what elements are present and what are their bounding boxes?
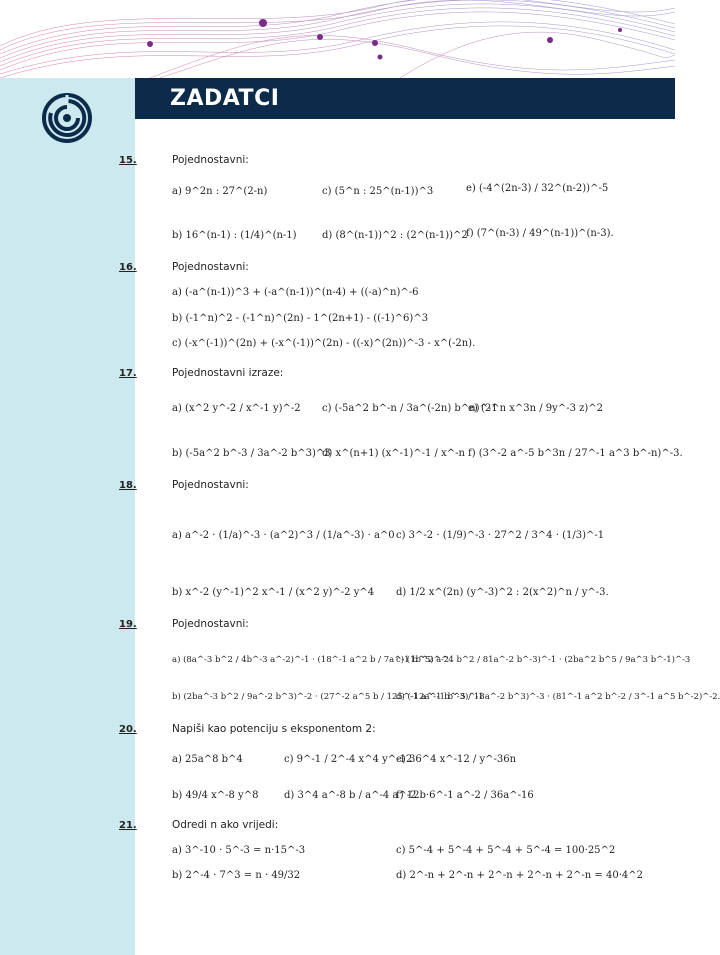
task-16-c: c) (-x^(-1))^(2n) + (-x^(-1))^(2n) - ((-x)^(2n))^-3 - x^(-2n). xyxy=(172,338,476,349)
task-number-15: 15. xyxy=(119,155,137,166)
task-number-19: 19. xyxy=(119,619,137,630)
task-17-f: f) (3^-2 a^-5 b^3n / 27^-1 a^3 b^-n)^-3. xyxy=(468,448,683,459)
task-number-21: 21. xyxy=(119,820,137,831)
task-17-a: a) (x^2 y^-2 / x^-1 y)^-2 xyxy=(172,403,301,414)
task-number-18: 18. xyxy=(119,480,137,491)
sidebar-strip xyxy=(0,78,135,955)
task-20-c: c) 9^-1 / 2^-4 x^4 y^-12 xyxy=(284,754,413,765)
task-number-20: 20. xyxy=(119,724,137,735)
header-banner-pattern xyxy=(0,0,675,78)
task-17-instruction: Pojednostavni izraze: xyxy=(172,367,284,379)
task-18-b: b) x^-2 (y^-1)^2 x^-1 / (x^2 y)^-2 y^4 xyxy=(172,587,375,598)
task-number-16: 16. xyxy=(119,262,137,273)
task-15-e: e) (-4^(2n-3) / 32^(n-2))^-5 xyxy=(466,183,609,194)
task-15-d: d) (8^(n-1))^2 : (2^(n-1))^2 xyxy=(322,230,468,241)
task-17-b: b) (-5a^2 b^-3 / 3a^-2 b^3)^3 xyxy=(172,448,331,459)
task-15-f: f) (7^(n-3) / 49^(n-1))^(n-3). xyxy=(466,228,614,239)
task-15-a: a) 9^2n : 27^(2-n) xyxy=(172,186,268,197)
task-19-instruction: Pojednostavni: xyxy=(172,618,249,630)
task-21-c: c) 5^-4 + 5^-4 + 5^-4 + 5^-4 = 100·25^2 xyxy=(396,845,616,856)
task-21-d: d) 2^-n + 2^-n + 2^-n + 2^-n + 2^-n = 40·4^2 xyxy=(396,870,643,881)
page-title: ZADATCI xyxy=(170,86,280,111)
maze-icon xyxy=(42,93,92,143)
task-number-17: 17. xyxy=(119,368,137,379)
task-20-f: f) 12b·6^-1 a^-2 / 36a^-16 xyxy=(396,790,534,801)
task-15-b: b) 16^(n-1) : (1/4)^(n-1) xyxy=(172,230,297,241)
task-18-d: d) 1/2 x^(2n) (y^-3)^2 : 2(x^2)^n / y^-3. xyxy=(396,587,609,598)
task-18-instruction: Pojednostavni: xyxy=(172,479,249,491)
task-20-d: d) 3^4 a^-8 b / a^-4 a^-2 xyxy=(284,790,417,801)
task-21-a: a) 3^-10 · 5^-3 = n·15^-3 xyxy=(172,845,306,856)
task-19-c: c) (1b^2 a^4 b^2 / 81a^-2 b^-3)^-1 · (2ba^2 b^5 / 9a^3 b^-1)^-3 xyxy=(396,655,691,665)
task-21-b: b) 2^-4 · 7^3 = n · 49/32 xyxy=(172,870,301,881)
task-16-instruction: Pojednostavni: xyxy=(172,261,249,273)
task-17-e: e) (2^n x^3n / 9y^-3 z)^2 xyxy=(468,403,604,414)
task-18-c: c) 3^-2 · (1/9)^-3 · 27^2 / 3^4 · (1/3)^-1 xyxy=(396,530,605,541)
task-15-instruction: Pojednostavni: xyxy=(172,154,249,166)
wave-dots-pattern-icon xyxy=(0,0,675,78)
task-19-d: d) (-12a^-1 b^5 / 18a^-2 b^3)^-3 · (81^-1 a^2 b^-2 / 3^-1 a^5 b^-2)^-2. xyxy=(396,692,720,702)
task-17-d: d) x^(n+1) (x^-1)^-1 / x^-n xyxy=(322,448,465,459)
task-20-e: e) 36^4 x^-12 / y^-36n xyxy=(396,754,517,765)
task-19-a: a) (8a^-3 b^2 / 4b^-3 a^-2)^-1 · (18^-1 a^2 b / 7a^-1 b^5)^-2 xyxy=(172,655,449,665)
task-20-a: a) 25a^8 b^4 xyxy=(172,754,243,765)
task-20-instruction: Napiši kao potenciju s eksponentom 2: xyxy=(172,723,376,735)
task-19-b: b) (2ba^-3 b^2 / 9a^-2 b^3)^-2 · (27^-2 a^5 b / 125^-1 a^-1 b^-3)^-1 xyxy=(172,692,484,702)
task-16-a: a) (-a^(n-1))^3 + (-a^(n-1))^(n-4) + ((-a)^n)^-6 xyxy=(172,287,419,298)
task-18-a: a) a^-2 · (1/a)^-3 · (a^2)^3 / (1/a^-3) · a^0 xyxy=(172,530,395,541)
task-21-instruction: Odredi n ako vrijedi: xyxy=(172,819,279,831)
task-15-c: c) (5^n : 25^(n-1))^3 xyxy=(322,186,434,197)
task-16-b: b) (-1^n)^2 - (-1^n)^(2n) - 1^(2n+1) - ((-1)^6)^3 xyxy=(172,313,429,324)
task-17-c: c) (-5a^2 b^-n / 3a^(-2n) b^n)^-1 xyxy=(322,403,498,414)
task-20-b: b) 49/4 x^-8 y^8 xyxy=(172,790,259,801)
